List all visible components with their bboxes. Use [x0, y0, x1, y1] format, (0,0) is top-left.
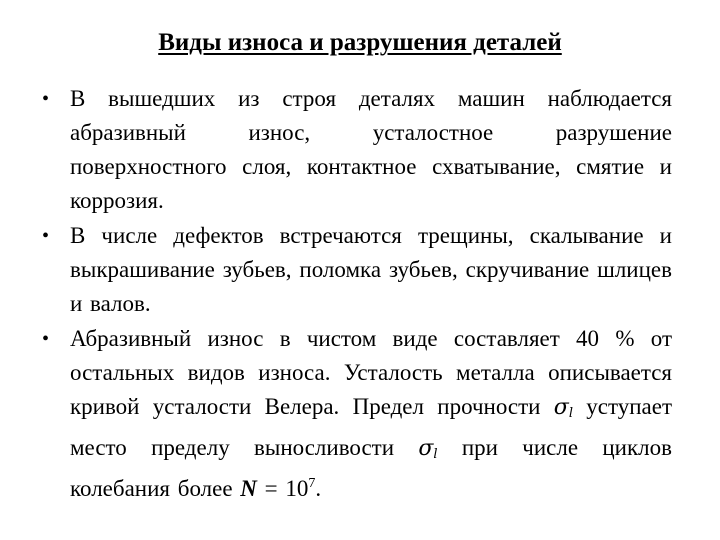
bullet-text: В числе дефектов встречаются трещины, скалывание и выкрашивание зубьев, поломка зубьев, скручивание шлицев и валов.	[70, 223, 672, 316]
sigma-letter: σ	[553, 395, 569, 420]
bullet-text: В вышедших из строя деталях машин наблюдается абразивный износ, усталостное разрушение поверхностного слоя, контактное схватывание, смятие и коррозия.	[70, 86, 672, 213]
bullet-text-part-2: уступает место пределу выносливости	[70, 394, 672, 460]
bullet-text-part-1: Абразивный износ в чистом виде составляет 40 % от остальных видов износа. Усталость металла описывается кривой усталости Велера. Предел прочности	[70, 326, 672, 419]
sigma-symbol	[554, 395, 573, 420]
bullet-item-2	[40, 219, 672, 321]
slide-title-text: Виды износа и разрушения деталей	[158, 29, 562, 56]
bullet-marker: •	[42, 225, 50, 247]
bullet-list	[40, 82, 672, 507]
sigma-symbol	[418, 436, 437, 461]
cycles-equals: = 10	[264, 476, 309, 501]
bullet-text	[70, 322, 672, 506]
slide-title	[0, 28, 720, 58]
cycles-exponent: 7	[308, 476, 316, 491]
bullet-text-part-3: при числе циклов колебания более	[70, 435, 673, 501]
sigma-subscript: l	[568, 406, 573, 421]
sentence-end: .	[315, 476, 322, 501]
bullet-item-1	[40, 82, 672, 218]
sigma-subscript: l	[433, 447, 438, 462]
cycles-symbol: N	[240, 476, 257, 501]
bullet-marker: •	[42, 88, 50, 110]
bullet-marker: •	[42, 328, 50, 350]
sigma-letter: σ	[418, 436, 434, 461]
bullet-item-3	[40, 322, 672, 506]
